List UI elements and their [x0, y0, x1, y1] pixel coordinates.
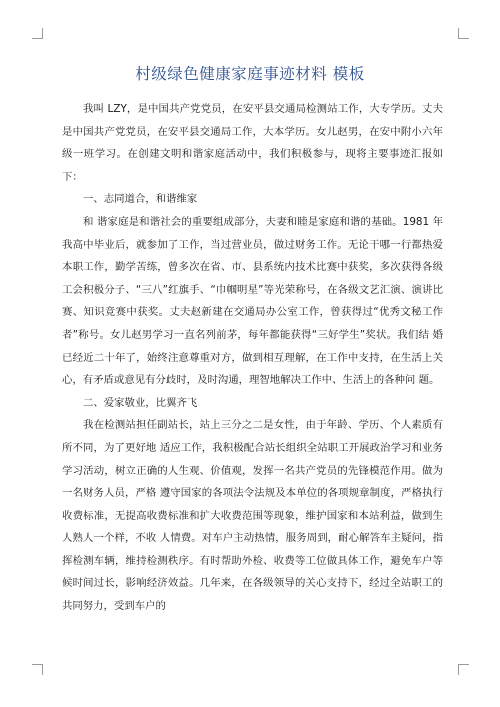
section-heading-1: 一、志同道合，和谐维家 — [83, 193, 198, 206]
page-corner-mark-bottom-right — [458, 664, 469, 675]
document-title: 村级绿色健康家庭事迹材料 模板 — [135, 65, 365, 83]
section-1-paragraph: 和 谐家庭是和谐社会的重要组成部分，夫妻和睦是家庭和谐的基础。1981 年我高中毕业后，就参加了工作，当过营业员，做过财务工作。无论干哪一行都热爱本职工作，勤学苦练，曾多次在省、市、县系统内技术比赛中获奖，多次获得各级工会积极分子、“三八”红旗手、“巾帼明星”等光荣称号，在各级文艺汇演、演讲比 赛、知识竞赛中获奖。丈夫赵新建在交通局办公室工作，曾获得过“优秀文秘工作者”称号。女儿赵男学习一直名列前茅，每年都能获得“三好学生”奖状。我们结 婚已经近二十年了，始终注意尊重对方，做到相互理解，在工作中支持，在生活上关心，有矛盾或意见有分歧时，及时沟通，理智地解决工作中、生活上的各种问 题。 — [62, 215, 443, 387]
section-2-paragraph: 我在检测站担任副站长，站上三分之二是女性，由于年龄、学历、个人素质有所不同，为了更好地 适应工作，我积极配合站长组织全站职工开展政治学习和业务学习活动，树立正确的人生观、价值观，发挥一名共产党员的先锋模范作用。做为一名财务人员，严格 遵守国家的各项法令法规及本单位的各项规章制度，严格执行收费标准，无提高收费标准和扩大收费范围等现象，维护国家和本站利益，做到生人熟人一个样，不收 人情费。对车户主动热情，服务周到，耐心解答车主疑问，指挥检测车辆，维持检测秩序。有时帮助外检、收费等工位做具体工作，避免车户等候时间过长，影响经济效益。几年来，在各级领导的关心支持下，经过全站职工的共同努力，受到车户的 — [62, 419, 443, 613]
intro-paragraph: 我叫 LZY，是中国共产党党员，在安平县交通局检测站工作，大专学历。丈夫是中国共产党党员，在安平县交通局工作，大本学历。女儿赵男，在安中附小六年级一班学习。在创建文明和谐家庭活动中，我们积极参与，现将主要事迹汇报如下： — [62, 103, 443, 183]
document-body — [62, 98, 443, 618]
section-heading-2: 二、爱家敬业，比翼齐飞 — [83, 396, 198, 409]
page-corner-mark-top-right — [458, 28, 469, 39]
page-corner-mark-bottom-left — [32, 664, 43, 675]
page-corner-mark-top-left — [32, 28, 43, 39]
